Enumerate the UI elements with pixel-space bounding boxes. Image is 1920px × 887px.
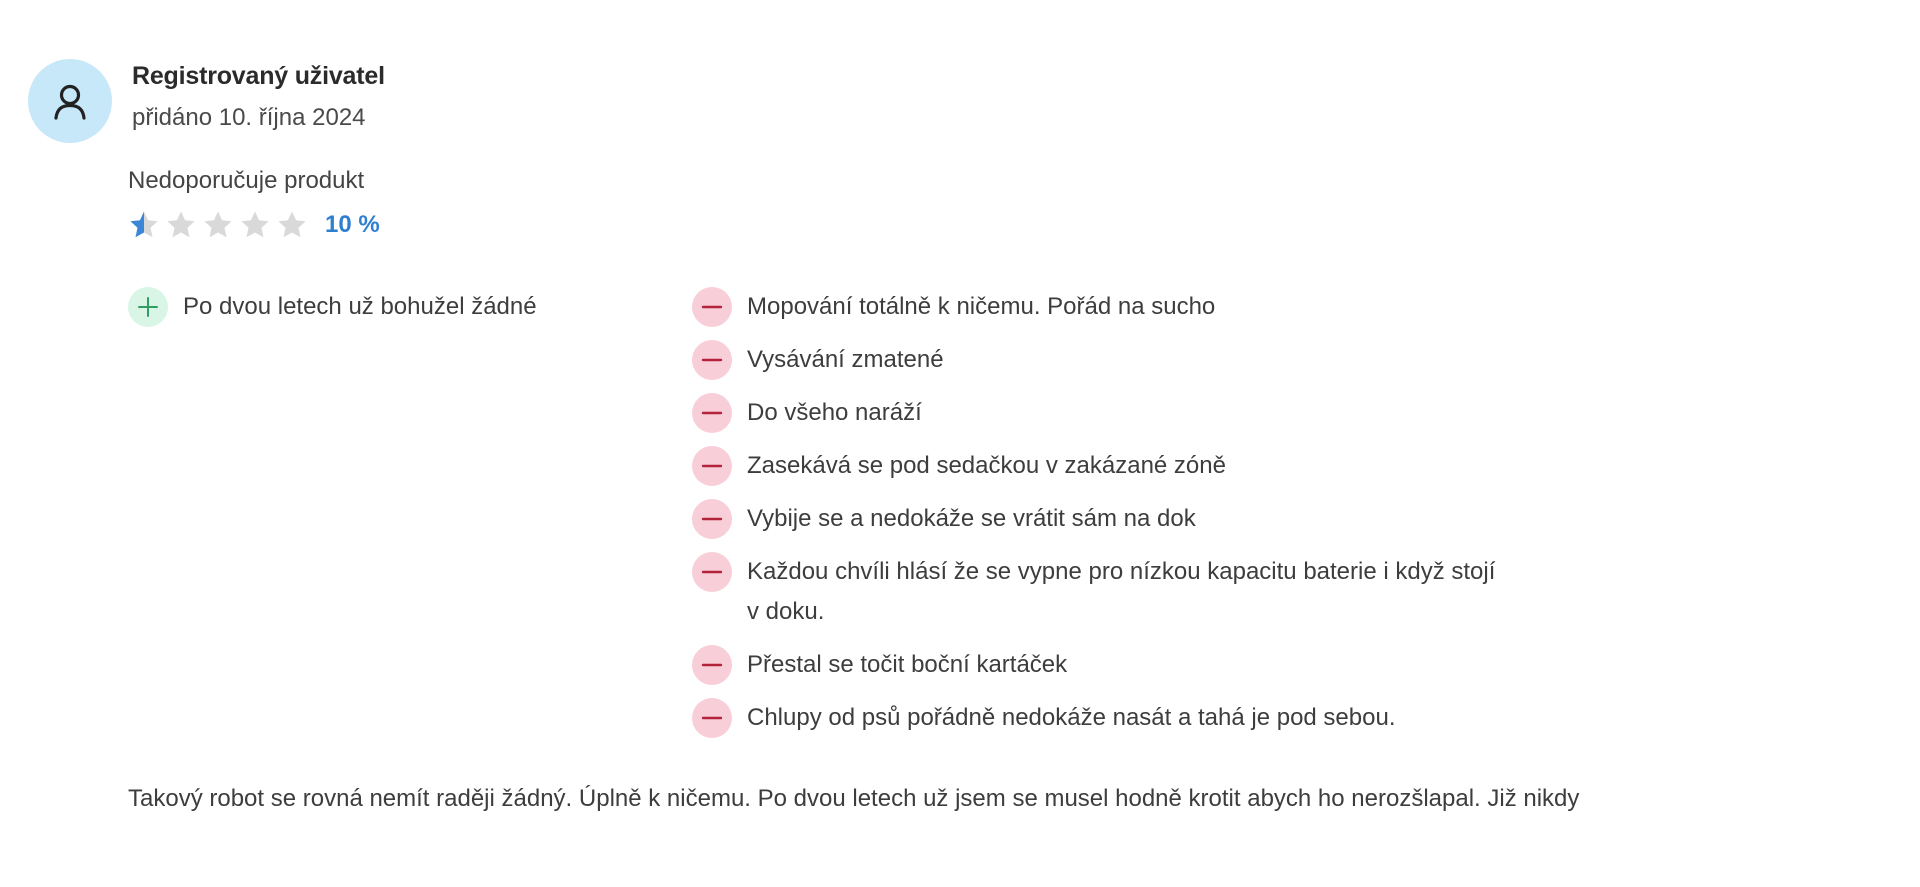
con-item bbox=[692, 552, 1512, 632]
minus-icon bbox=[692, 552, 732, 592]
review-date: přidáno 10. října 2024 bbox=[132, 104, 366, 131]
star-icon bbox=[128, 209, 160, 241]
pro-text: Po dvou letech už bohužel žádné bbox=[183, 293, 537, 320]
con-text: Chlupy od psů pořádně nedokáže nasát a tahá je pod sebou. bbox=[747, 704, 1396, 731]
star-icon bbox=[202, 209, 234, 241]
avatar bbox=[28, 59, 112, 143]
con-text: Do všeho naráží bbox=[747, 399, 922, 426]
con-item bbox=[692, 446, 1512, 486]
star-icon bbox=[276, 209, 308, 241]
recommendation-label: Nedoporučuje produkt bbox=[128, 167, 365, 194]
rating bbox=[128, 208, 380, 242]
con-text: Přestal se točit boční kartáček bbox=[747, 651, 1068, 678]
con-text: Vysávání zmatené bbox=[747, 346, 944, 373]
review-author: Registrovaný uživatel bbox=[132, 62, 385, 90]
con-text: Mopování totálně k ničemu. Pořád na sucho bbox=[747, 293, 1216, 320]
minus-icon bbox=[692, 698, 732, 738]
minus-icon bbox=[692, 340, 732, 380]
pro-item bbox=[128, 287, 648, 327]
star-icon bbox=[165, 209, 197, 241]
star-rating bbox=[128, 209, 313, 241]
con-item bbox=[692, 645, 1512, 685]
con-item bbox=[692, 340, 1512, 380]
rating-value: 10 % bbox=[325, 211, 380, 238]
con-item bbox=[692, 287, 1512, 327]
con-item bbox=[692, 393, 1512, 433]
plus-icon bbox=[128, 287, 168, 327]
pros-list bbox=[128, 287, 648, 340]
minus-icon bbox=[692, 645, 732, 685]
cons-list bbox=[692, 287, 1512, 751]
con-item bbox=[692, 499, 1512, 539]
con-item bbox=[692, 698, 1512, 738]
minus-icon bbox=[692, 287, 732, 327]
star-icon bbox=[239, 209, 271, 241]
minus-icon bbox=[692, 499, 732, 539]
con-text: Vybije se a nedokáže se vrátit sám na dok bbox=[747, 505, 1196, 532]
con-text: Každou chvíli hlásí že se vypne pro nízkou kapacitu baterie i když stojí v doku. bbox=[747, 558, 1496, 625]
minus-icon bbox=[692, 393, 732, 433]
review-text: Takový robot se rovná nemít raději žádný. Úplně k ničemu. Po dvou letech už jsem se musel hodně krotit abych ho nerozšlapal. Již nikdy bbox=[128, 785, 1580, 812]
con-text: Zasekává se pod sedačkou v zakázané zóně bbox=[747, 452, 1226, 479]
minus-icon bbox=[692, 446, 732, 486]
user-icon bbox=[52, 82, 88, 120]
